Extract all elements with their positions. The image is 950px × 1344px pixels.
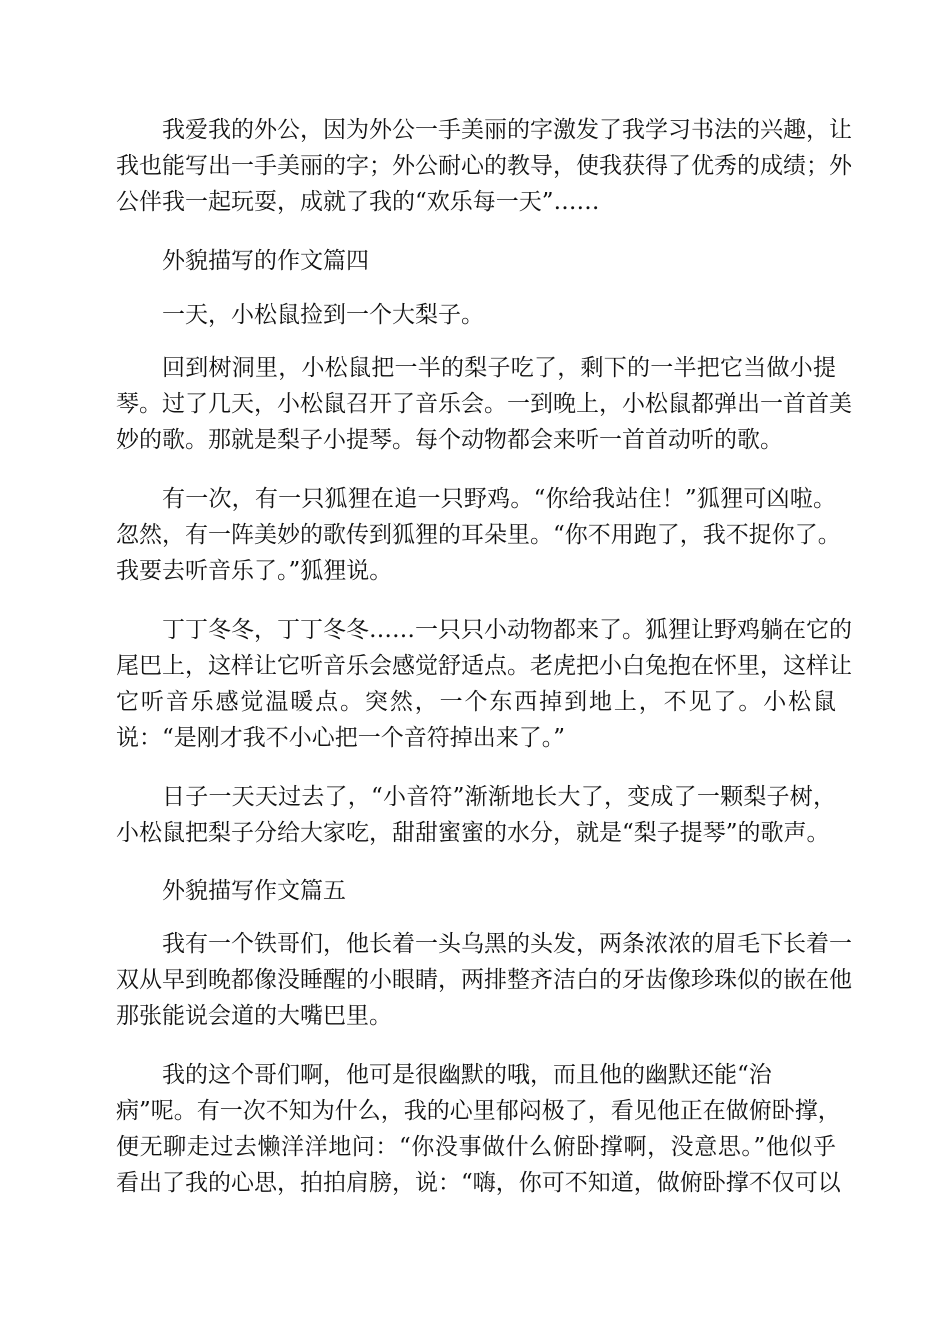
text-line: 我爱我的外公，因为外公一手美丽的字激发了我学习书法的兴趣，让: [162, 117, 852, 143]
paragraph-squirrel-pear: [116, 297, 836, 333]
section-heading-part-five: [116, 873, 836, 909]
text-line: 双从早到晚都像没睡醒的小眼睛，两排整齐洁白的牙齿像珍珠似的嵌在他: [116, 967, 852, 993]
text-line: 它听音乐感觉温暖点。突然，一个东西掉到地上，不见了。小松鼠: [116, 689, 836, 715]
text-line: 我的这个哥们啊，他可是很幽默的哦，而且他的幽默还能“治: [162, 1062, 772, 1088]
section-heading-part-four: [116, 243, 836, 279]
heading-text: 外貌描写作文篇五: [162, 878, 346, 904]
text-line: 我要去听音乐了。”狐狸说。: [116, 558, 393, 584]
text-line: 公伴我一起玩耍，成就了我的“欢乐每一天”……: [116, 189, 600, 215]
paragraph-little-note: [116, 779, 836, 851]
paragraph-fox-chase: [116, 481, 841, 589]
text-line: 尾巴上，这样让它听音乐会感觉舒适点。老虎把小白兔抱在怀里，这样让: [116, 653, 852, 679]
text-line: 日子一天天过去了，“小音符”渐渐地长大了，变成了一颗梨子树，: [162, 784, 836, 810]
text-line: 我也能写出一手美丽的字；外公耐心的教导，使我获得了优秀的成绩；外: [116, 153, 852, 179]
text-line: 我有一个铁哥们，他长着一头乌黑的头发，两条浓浓的眉毛下长着一: [162, 931, 852, 957]
text-line: 琴。过了几天，小松鼠召开了音乐会。一到晚上，小松鼠都弹出一首首美: [116, 391, 852, 417]
text-line: 便无聊走过去懒洋洋地问：“你没事做什么俯卧撑啊，没意思。”他似乎: [116, 1134, 836, 1160]
text-line: 看出了我的心思，拍拍肩膀，说：“嗨，你可不知道，做俯卧撑不仅可以: [116, 1170, 841, 1196]
paragraph-pear-violin: [116, 350, 852, 458]
text-line: 小松鼠把梨子分给大家吃，甜甜蜜蜜的水分，就是“梨子提琴”的歌声。: [116, 820, 830, 846]
paragraph-buddy-humor: [116, 1057, 841, 1201]
text-line: 说：“是刚才我不小心把一个音符掉出来了。”: [116, 725, 566, 751]
paragraph-concert: [116, 612, 852, 756]
text-line: 有一次，有一只狐狸在追一只野鸡。“你给我站住！”狐狸可凶啦。: [162, 486, 836, 512]
text-line: 妙的歌。那就是梨子小提琴。每个动物都会来听一首首动听的歌。: [116, 427, 783, 453]
text-line: 一天，小松鼠捡到一个大梨子。: [162, 302, 484, 328]
text-line: 那张能说会道的大嘴巴里。: [116, 1003, 392, 1029]
paragraph-buddy-looks: [116, 926, 852, 1034]
text-line: 病”呢。有一次不知为什么，我的心里郁闷极了，看见他正在做俯卧撑，: [116, 1098, 841, 1124]
text-line: 回到树洞里，小松鼠把一半的梨子吃了，剩下的一半把它当做小提: [162, 355, 836, 381]
text-line: 忽然，有一阵美妙的歌传到狐狸的耳朵里。“你不用跑了，我不捉你了。: [116, 522, 841, 548]
paragraph-grandpa-conclusion: [116, 112, 852, 220]
text-line: 丁丁冬冬，丁丁冬冬……一只只小动物都来了。狐狸让野鸡躺在它的: [162, 617, 852, 643]
heading-text: 外貌描写的作文篇四: [162, 248, 369, 274]
